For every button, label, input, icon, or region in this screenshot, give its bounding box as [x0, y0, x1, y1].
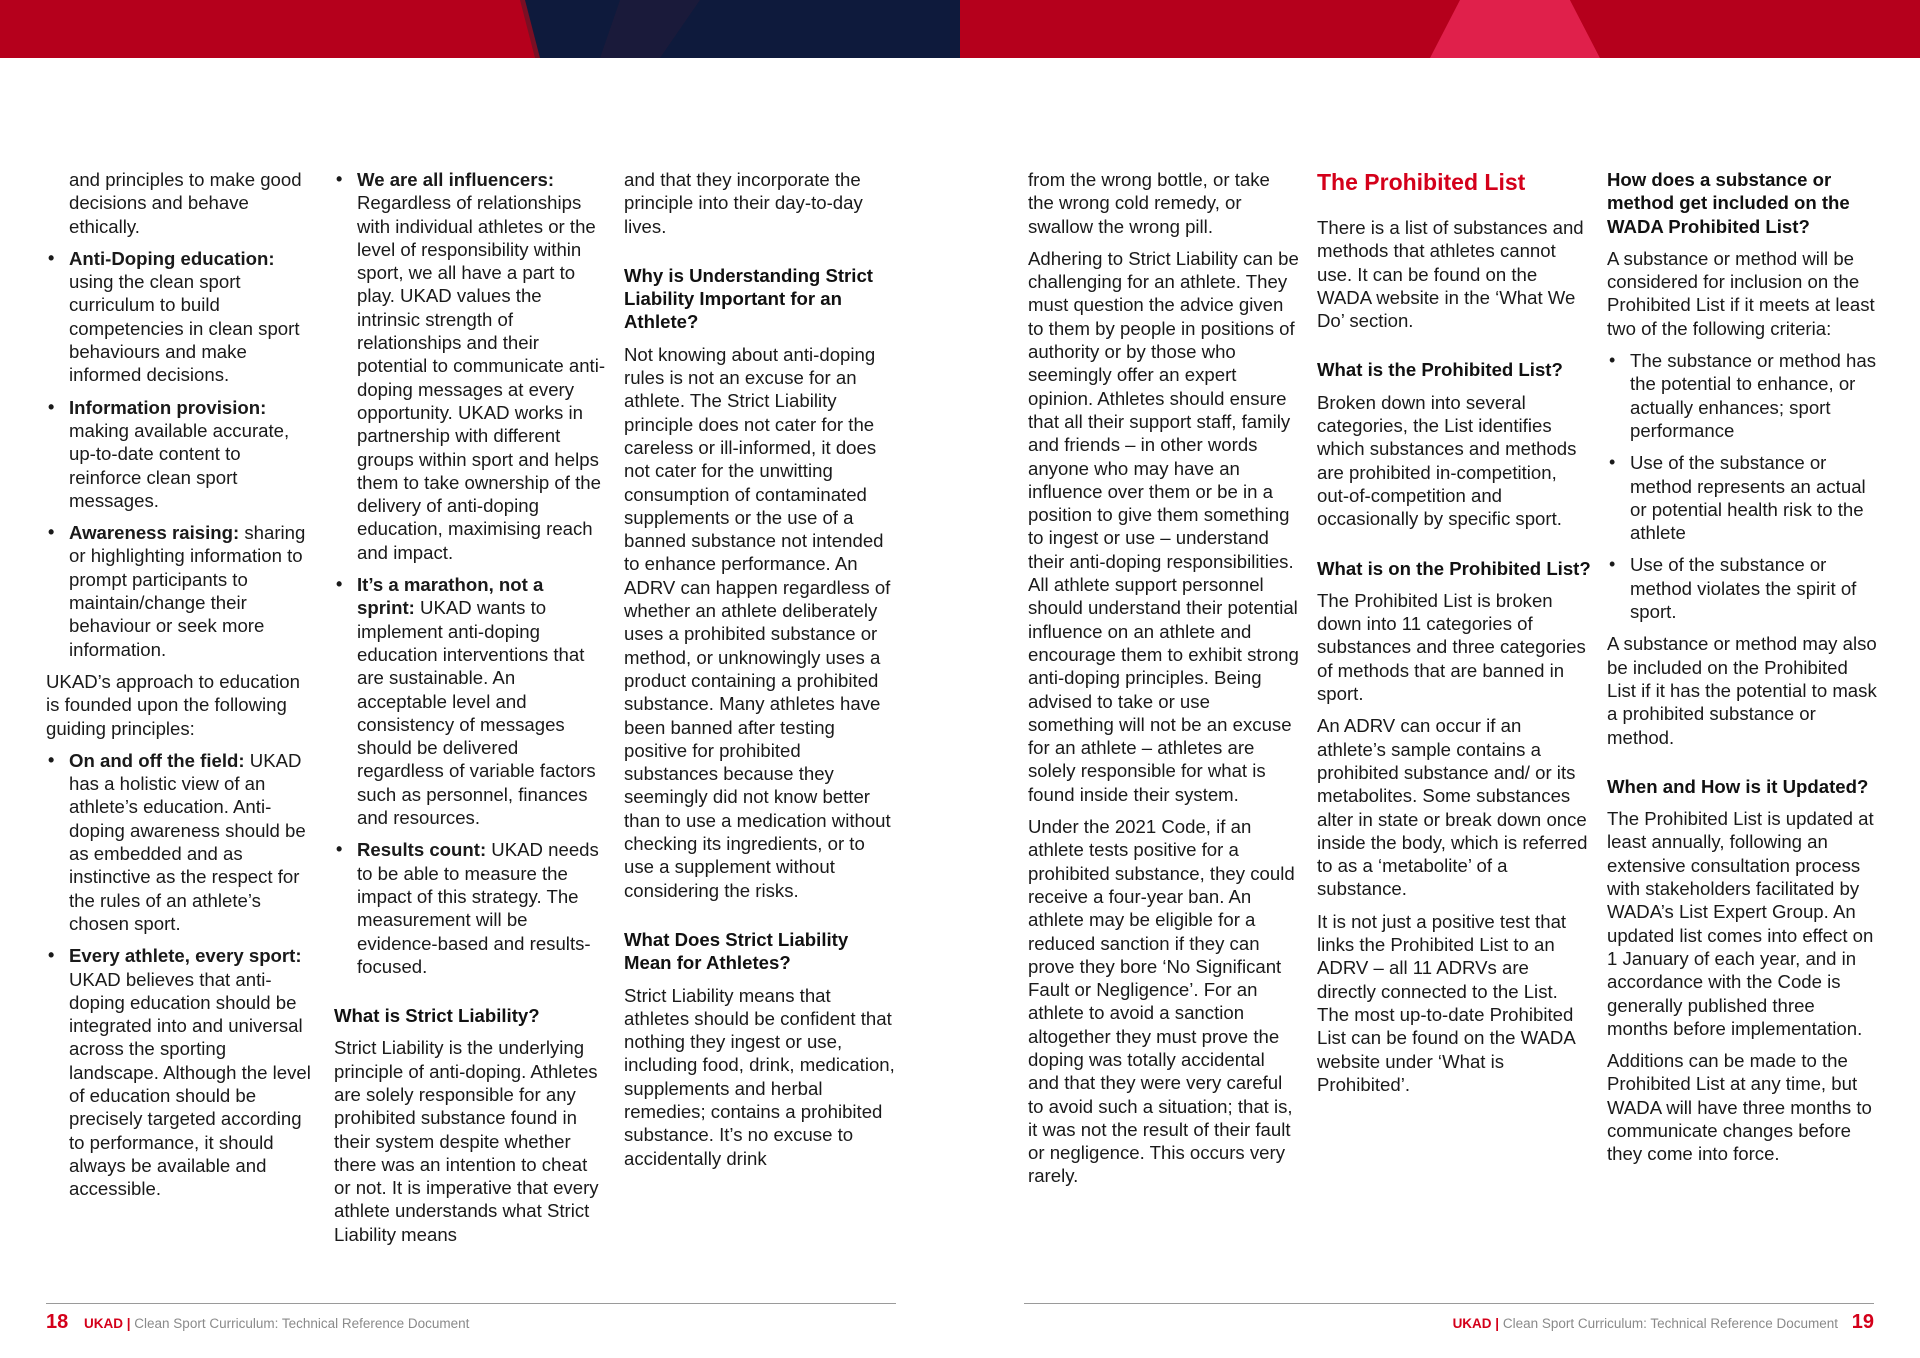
paragraph: The Prohibited List is broken down into 11 categories of substances and three categories of methods that are banned in sport.	[1317, 589, 1586, 705]
paragraph: Strict Liability is the underlying principle of anti-doping. Athletes are solely responsible for any prohibited substance found in their system despite whether there was an intention to cheat or not. It is imperative that every athlete understands what Strict Liability means	[334, 1037, 599, 1245]
criteria-bullets	[1607, 349, 1879, 623]
list-item: • Anti-Doping education: using the clean sport curriculum to build competencies in clean sport behaviours and make informed decisions.	[48, 247, 300, 386]
left-column-2	[334, 168, 606, 1255]
paragraph: and that they incorporate the principle into their day-to-day lives.	[624, 169, 863, 237]
page-number-right: 19	[1851, 1311, 1874, 1333]
footer-title: Clean Sport Curriculum: Technical Reference Document	[130, 1316, 470, 1331]
paragraph: An ADRV can occur if an athlete’s sample contains a prohibited substance and/ or its metabolites. Some substances alter in state or break down once inside the body, which is referred to as a ‘metabolite’ of a substance.	[1317, 715, 1588, 900]
right-column-2	[1317, 168, 1591, 1105]
footer-left	[84, 1314, 469, 1334]
list-item: • The substance or method has the potential to enhance, or actually enhances; sport performance	[1609, 350, 1876, 441]
paragraph: Not knowing about anti-doping rules is not an excuse for an athlete. The Strict Liability principle does not cater for the careless or ill-informed, it does not cater for the unwitting consumption of contaminated supplements or the use of a banned substance not intended to enhance performance. An ADRV can happen regardless of whether an athlete deliberately uses a prohibited substance or method, or unknowingly uses a product containing a prohibited substance. Many athletes have been banned after testing positive for prohibited substances because they seemingly did not know better than to use a medication without checking its ingredients, or to use a supplement without considering the risks.	[624, 343, 891, 901]
footer-brand: UKAD |	[1452, 1316, 1500, 1331]
top-banner	[0, 0, 1920, 58]
footer-divider-right	[1024, 1303, 1874, 1304]
section-heading: What is Strict Liability?	[334, 1005, 540, 1027]
education-bullets	[46, 247, 318, 661]
list-item: • Information provision: making available accurate, up-to-date content to reinforce clean sport messages.	[48, 396, 290, 511]
paragraph: A substance or method will be considered for inclusion on the Prohibited List if it meets at least two of the following criteria:	[1607, 247, 1875, 339]
list-item: • On and off the field: UKAD has a holistic view of an athlete’s education. Anti-doping awareness should be as embedded and as instinctive as the respect for the rules of an athlete’s chosen sport.	[48, 749, 306, 934]
paragraph: Adhering to Strict Liability can be challenging for an athlete. They must question the advice given to them by people in positions of authority or by those who seemingly offer an expert opinion. Athletes should ensure that all their support staff, family and friends – in other words anyone who may have an influence over them or be in a position to give them something to ingest or use – understand their anti-doping responsibilities. All athlete support personnel should understand their potential influence on an athlete and encourage them to exhibit strong anti-doping principles. Being advised to take or use something will not be an excuse for an athlete – athletes are solely responsible for what is found inside their system.	[1028, 247, 1299, 805]
section-heading: What is on the Prohibited List?	[1317, 557, 1591, 579]
paragraph: The Prohibited List is updated at least annually, following an extensive consultation process with stakeholders facilitated by WADA’s List Expert Group. An updated list comes into effect on 1 January of each year, and in accordance with the Code is generally published three months before implementation.	[1607, 808, 1874, 1039]
section-heading: Why is Understanding Strict Liability Important for an Athlete?	[624, 264, 873, 333]
section-heading: How does a substance or method get included on the WADA Prohibited List?	[1607, 169, 1850, 237]
section-heading: What is the Prohibited List?	[1317, 359, 1563, 381]
paragraph: There is a list of substances and methods that athletes cannot use. It can be found on the WADA website in the ‘What We Do’ section.	[1317, 217, 1584, 332]
list-item: • Awareness raising: sharing or highlighting information to prompt participants to maintain/change their behaviour or seek more information.	[48, 522, 306, 660]
list-item: • Results count: UKAD needs to be able to measure the impact of this strategy. The measurement will be evidence-based and results-focused.	[336, 839, 599, 977]
paragraph: A substance or method may also be included on the Prohibited List if it has the potential to mask a prohibited substance or method.	[1607, 633, 1877, 748]
footer-divider-left	[46, 1303, 896, 1304]
right-column-1	[1028, 168, 1300, 1197]
paragraph: Strict Liability means that athletes should be confident that nothing they ingest or use, including food, drink, medication, supplements and herbal remedies; contains a prohibited substance. It’s no excuse to accidentally drink	[624, 984, 895, 1169]
footer-brand: UKAD |	[84, 1316, 131, 1331]
list-item: • Use of the substance or method violates the spirit of sport.	[1609, 554, 1857, 623]
list-item: • Every athlete, every sport: UKAD believes that anti-doping education should be integrated into and universal across the sporting landscape. Although the level of education should be precisely targeted according to performance, it should always be available and accessible.	[48, 945, 311, 1200]
principle-bullets	[46, 749, 318, 1201]
page-number-left: 18	[46, 1311, 69, 1333]
section-heading: When and How is it Updated?	[1607, 775, 1869, 797]
principle-bullets-cont	[334, 168, 606, 978]
guiding-principles-intro: UKAD’s approach to education is founded upon the following guiding principles:	[46, 670, 300, 739]
right-column-3	[1607, 168, 1879, 1175]
list-item: • It’s a marathon, not a sprint: UKAD wants to implement anti-doping education interventions that are sustainable. An acceptable level and consistency of messages should be delivered regardless of variable factors such as personnel, finances and resources.	[336, 574, 596, 829]
paragraph: Under the 2021 Code, if an athlete tests positive for a prohibited substance, they could receive a four-year ban. An athlete may be eligible for a reduced sanction if they can prove they bore ‘No Significant Fault or Negligence’. For an athlete to avoid a sanction altogether they must prove the doping was totally accidental and that they were very careful to avoid such a situation; that is, it was not the result of their fault or negligence. This occurs very rarely.	[1028, 816, 1295, 1187]
footer-right	[1453, 1314, 1838, 1334]
paragraph: Additions can be made to the Prohibited List at any time, but WADA will have three months to communicate changes before they come into force.	[1607, 1050, 1872, 1165]
left-column-3	[624, 168, 896, 1179]
list-item: • We are all influencers: Regardless of relationships with individual athletes or the level of responsibility within sport, we all have a part to play. UKAD values the intrinsic strength of relationships and their potential to communicate anti-doping messages at every opportunity. UKAD works in partnership with different groups within sport and helps them to take ownership of the delivery of anti-doping education, maximising reach and impact.	[336, 169, 606, 563]
col1-intro: and principles to make good decisions and behave ethically.	[69, 169, 302, 237]
paragraph: from the wrong bottle, or take the wrong cold remedy, or swallow the wrong pill.	[1028, 169, 1270, 237]
section-heading: What Does Strict Liability Mean for Athletes?	[624, 928, 849, 974]
footer-title: Clean Sport Curriculum: Technical Reference Document	[1499, 1316, 1838, 1331]
paragraph: It is not just a positive test that links the Prohibited List to an ADRV – all 11 ADRVs are directly connected to the List. The most up-to-date Prohibited List can be found on the WADA website under ‘What is Prohibited’.	[1317, 910, 1575, 1095]
left-column-1	[46, 168, 318, 1209]
paragraph: Broken down into several categories, the List identifies which substances and methods are prohibited in-competition, out-of-competition and occasionally by specific sport.	[1317, 391, 1577, 530]
list-item: • Use of the substance or method represents an actual or potential health risk to the athlete	[1609, 452, 1866, 544]
section-title: The Prohibited List	[1317, 169, 1526, 195]
